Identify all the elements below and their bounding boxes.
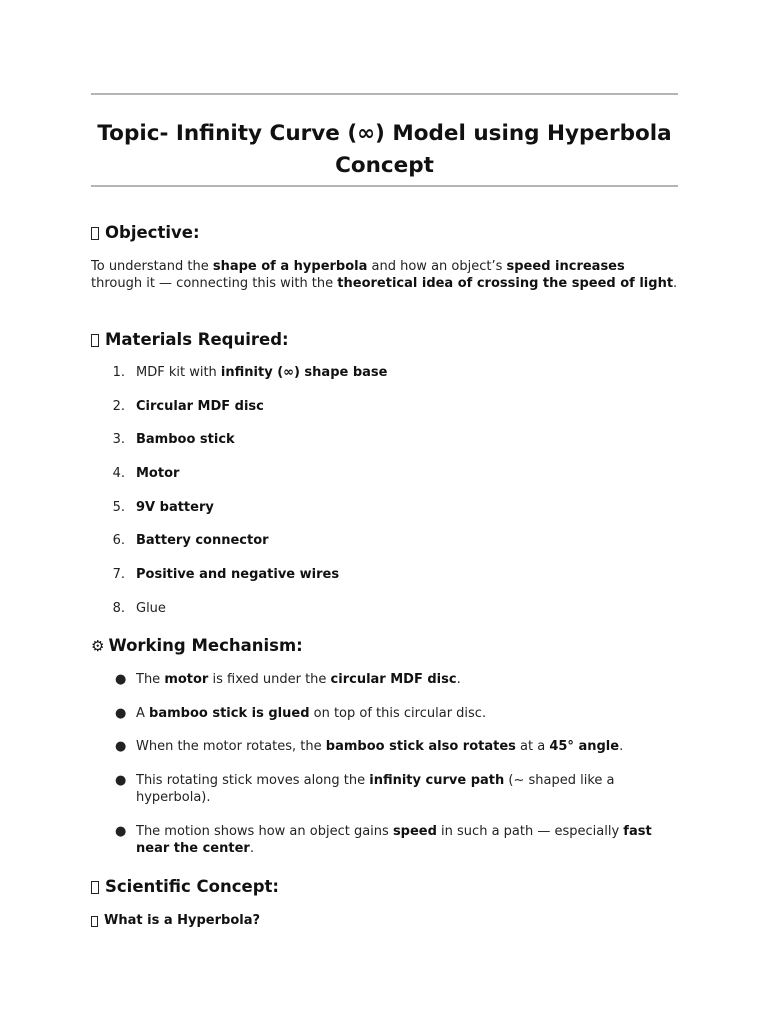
list-number: 5. (112, 500, 125, 515)
item-plain: When the motor rotates, the (136, 739, 326, 754)
materials-heading-label: Materials Required: (105, 330, 289, 349)
list-item-text: Motor (136, 466, 180, 481)
list-item-text (136, 705, 678, 722)
box-icon (91, 227, 99, 240)
item-bold: infinity curve path (369, 773, 505, 788)
item-plain: MDF kit with (136, 365, 221, 380)
item-plain: is fixed under the (208, 672, 331, 687)
list-number: 6. (112, 533, 125, 548)
list-item-text (136, 772, 678, 806)
gear-icon: ⚙ (91, 637, 105, 655)
concept-heading-label: Scientific Concept: (105, 877, 280, 896)
materials-heading (91, 329, 289, 351)
hyperbola-subheading-label: What is a Hyperbola? (104, 913, 261, 928)
item-bold: 45° angle (549, 739, 620, 754)
item-plain: (~ shaped like a hyperbola). (136, 773, 615, 805)
item-plain: . (619, 739, 624, 754)
item-bold: speed (392, 824, 437, 839)
box-icon (91, 916, 98, 927)
objective-bold-3: theoretical idea of crossing the speed of light (337, 276, 674, 291)
item-bold: fast near the center (136, 824, 652, 856)
mechanism-heading (91, 635, 303, 657)
box-icon (91, 334, 99, 347)
list-number: 7. (112, 567, 125, 582)
list-item-text: Positive and negative wires (136, 567, 340, 582)
concept-heading (91, 876, 279, 898)
item-plain: on top of this circular disc. (309, 706, 487, 721)
hyperbola-subheading (91, 912, 260, 930)
list-item-text (136, 738, 678, 755)
objective-text-4: . (673, 276, 678, 291)
bullet-icon: ● (115, 824, 127, 839)
list-item-text (136, 823, 678, 857)
objective-bold-2: speed increases (506, 259, 625, 274)
objective-text-2: and how an object’s (367, 259, 507, 274)
item-plain: The motion shows how an object gains (136, 824, 393, 839)
list-number: 4. (112, 466, 125, 481)
item-plain: . (249, 841, 254, 856)
objective-heading-label: Objective: (105, 223, 200, 242)
bullet-icon: ● (115, 706, 127, 721)
list-item-text: 9V battery (136, 500, 214, 515)
list-item-text: Bamboo stick (136, 432, 235, 447)
list-item-text (136, 671, 678, 688)
item-bold: circular MDF disc (330, 672, 457, 687)
item-plain: A (136, 706, 150, 721)
item-plain: at a (515, 739, 550, 754)
list-number: 1. (112, 365, 125, 380)
objective-bold-1: shape of a hyperbola (212, 259, 368, 274)
list-item-text: Battery connector (136, 533, 269, 548)
item-plain: This rotating stick moves along the (136, 773, 370, 788)
objective-text-1: To understand the (91, 259, 213, 274)
item-bold: infinity (∞) shape base (220, 365, 388, 380)
list-number: 3. (112, 432, 125, 447)
mechanism-heading-label: Working Mechanism: (108, 636, 303, 655)
top-divider (91, 93, 678, 95)
item-plain: The (136, 672, 165, 687)
bullet-icon: ● (115, 739, 127, 754)
list-number: 8. (112, 601, 125, 616)
item-plain: in such a path — especially (436, 824, 624, 839)
objective-text-3: through it — connecting this with the (91, 276, 338, 291)
list-item-text (136, 364, 678, 381)
bullet-icon: ● (115, 672, 127, 687)
objective-paragraph (91, 258, 678, 292)
list-item-text: Circular MDF disc (136, 399, 264, 414)
bullet-icon: ● (115, 773, 127, 788)
title-divider (91, 185, 678, 187)
item-bold: motor (164, 672, 209, 687)
item-plain: . (456, 672, 461, 687)
list-number: 2. (112, 399, 125, 414)
page-title: Topic- Infinity Curve (∞) Model using Hyperbola Concept (97, 121, 672, 178)
item-bold: bamboo stick is glued (149, 706, 310, 721)
objective-heading (91, 222, 200, 244)
box-icon (91, 881, 99, 894)
list-item-text: Glue (136, 601, 166, 616)
item-bold: bamboo stick also rotates (325, 739, 516, 754)
